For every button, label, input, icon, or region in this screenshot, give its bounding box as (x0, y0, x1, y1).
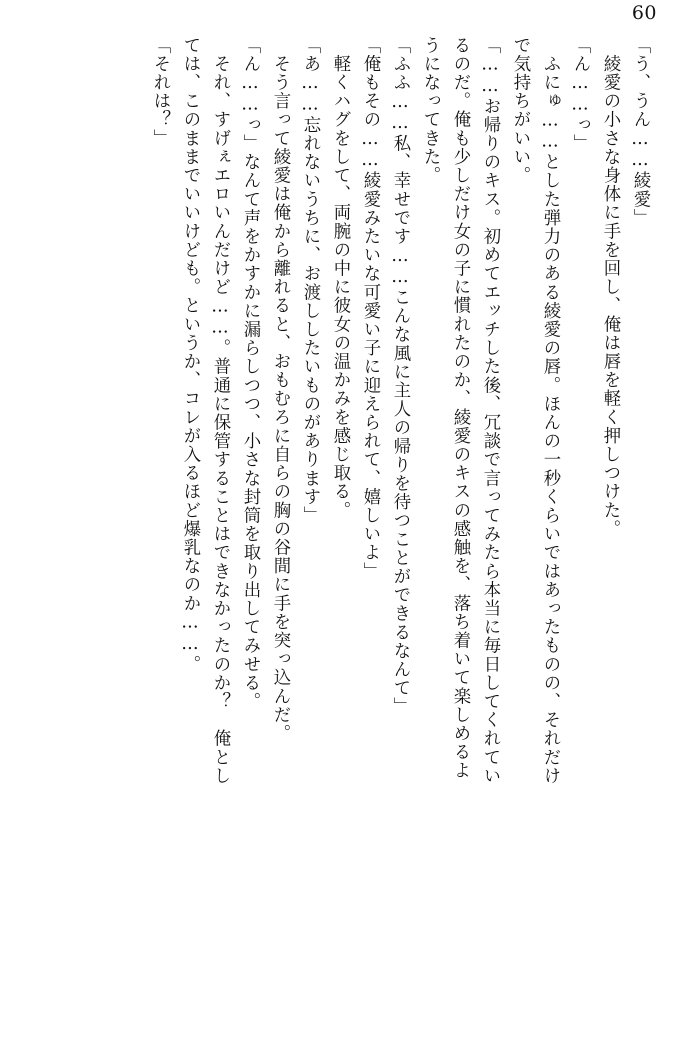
text-line: 「ふふ……私、幸せです……こんな風に主人の帰りを待つことができるなんて」 (390, 36, 410, 716)
text-line: ふにゅ……とした弾力のある綾愛の唇。ほんの一秒くらいではあったものの、それだけ (540, 36, 560, 786)
text-line: うになってきた。 (420, 36, 440, 185)
text-line: 「う、うん……綾愛」 (630, 36, 650, 228)
page-number: 60 (631, 2, 657, 24)
text-line: 「……お帰りのキス。初めてエッチした後、冗談で言ってみたら本当に毎日してくれてい (480, 36, 500, 786)
text-line: 「ん……っ」なんて声をかすかに漏らしつつ、小さな封筒を取り出してみせる。 (240, 36, 260, 711)
text-line: 「あ……忘れないうちに、お渡ししたいものがあります」 (300, 36, 320, 525)
text-line: 「それは？」 (150, 36, 170, 148)
vertical-text-body (30, 36, 655, 1024)
text-line: それ、すげぇエロいんだけど……。普通に保管することはできなかったのか？ 俺とし (210, 36, 230, 786)
text-line: で気持ちがいい。 (510, 36, 530, 185)
text-line: ては、このままでいいけども。というか、コレが入るほど爆乳なのか……。 (180, 36, 200, 674)
text-line: 軽くハグをして、両腕の中に彼女の温かみを感じ取る。 (330, 36, 350, 520)
text-line: そう言って綾愛は俺から離れると、おもむろに自らの胸の谷間に手を突っ込んだ。 (270, 36, 290, 743)
text-line: 綾愛の小さな身体に手を回し、俺は唇を軽く押しつけた。 (600, 36, 620, 539)
text-line: 「俺もその……綾愛みたいな可愛い子に迎えられて、嬉しいよ」 (360, 36, 380, 581)
text-line: るのだ。俺も少しだけ女の子に慣れたのか、綾愛のキスの感触を、落ち着いて楽しめるよ (450, 36, 470, 780)
text-line: 「ん……っ」 (570, 36, 590, 153)
